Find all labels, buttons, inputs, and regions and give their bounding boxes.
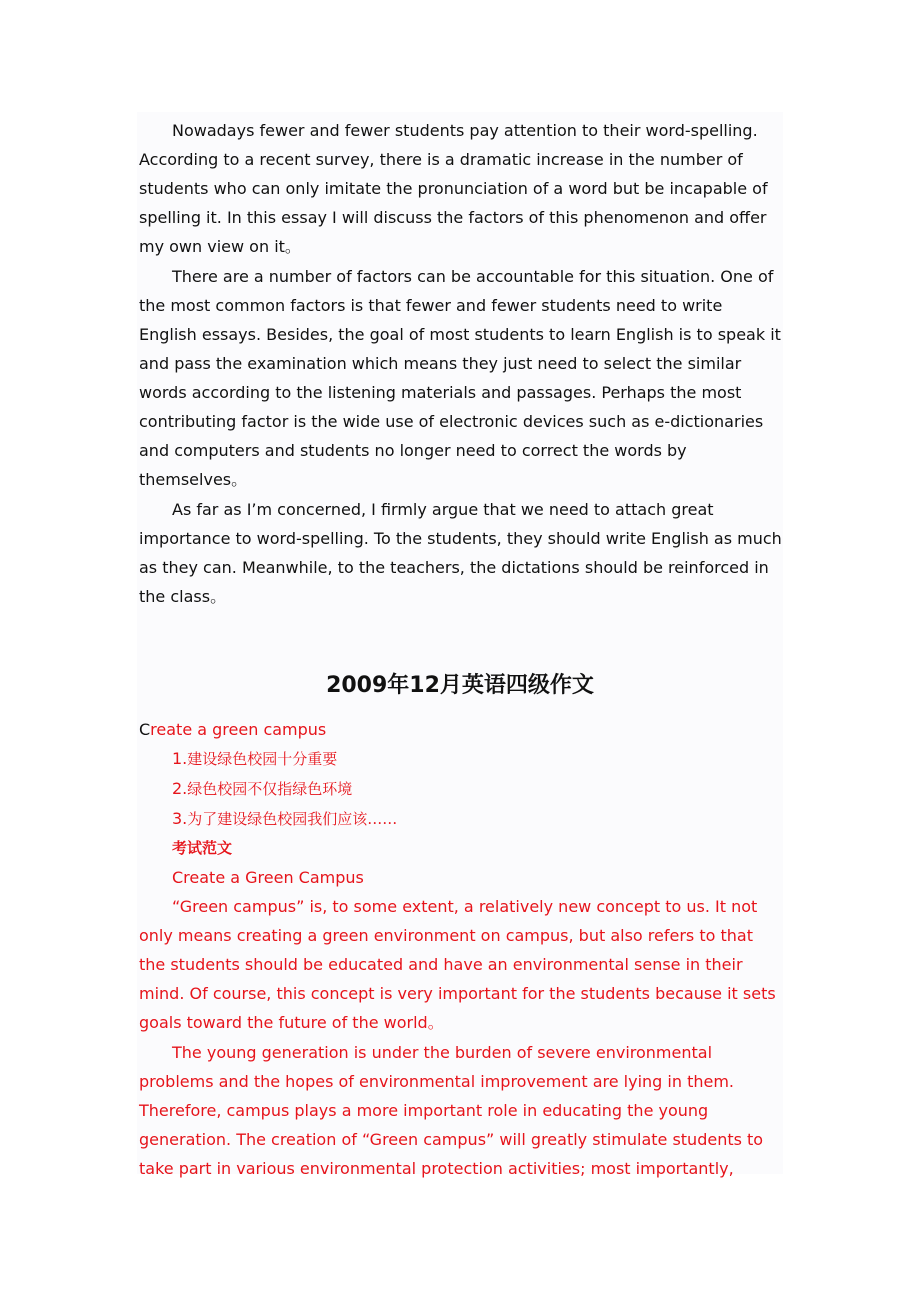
section-title: 2009年12月英语四级作文 [326, 673, 594, 698]
green-campus-section [139, 715, 784, 1183]
topic-text: reate a green campus [150, 720, 327, 739]
topic-first-letter: C [139, 720, 151, 739]
sample-paragraph-1: “Green campus” is, to some extent, a relatively new concept to us. It not only means creating a green environment on campus, but also refers to that the students should be educated and have an environmental sense in their mind. Of course, this concept is very important for the students because it sets goals toward the future of the world。 [139, 897, 776, 1032]
outline-text: 绿色校园不仅指绿色环境 [187, 780, 353, 798]
topic-line [139, 715, 784, 744]
outline-number: 3. [172, 809, 188, 828]
outline-text: 为了建设绿色校园我们应该…… [187, 810, 398, 828]
outline-item-1 [139, 744, 784, 774]
essay-paragraph-1: Nowadays fewer and fewer students pay attention to their word-spelling. According to a recent survey, there is a dramatic increase in the number of students who can only imitate the pronunciation of a word but be incapable of spelling it. In this essay I will discuss the factors of this phenomenon and offer my own view on it。 [139, 121, 768, 256]
sample-title: Create a Green Campus [172, 868, 364, 887]
outline-number: 1. [172, 749, 188, 768]
outline-item-2 [139, 774, 784, 804]
outline-item-3 [139, 804, 784, 834]
essay-paragraph-3: As far as I’m concerned, I firmly argue that we need to attach great importance to word-spelling. To the students, they should write English as much as they can. Meanwhile, to the teachers, the dictations should be reinforced in the class。 [139, 500, 782, 606]
essay-paragraph-2: There are a number of factors can be accountable for this situation. One of the most common factors is that fewer and fewer students need to write English essays. Besides, the goal of most students to learn English is to speak it and pass the examination which means they just need to select the similar words according to the listening materials and passages. Perhaps the most contributing factor is the wide use of electronic devices such as e-dictionaries and computers and students no longer need to correct the words by themselves。 [139, 267, 781, 489]
sample-label: 考试范文 [172, 839, 233, 857]
outline-number: 2. [172, 779, 188, 798]
sample-paragraph-2: The young generation is under the burden of severe environmental problems and the hopes of environmental improvement are lying in them. Therefore, campus plays a more important role in educating the young generation. The creation of “Green campus” will greatly stimulate students to take part in various environmental protection activities; most importantly, [139, 1043, 764, 1178]
essay-word-spelling [139, 116, 784, 611]
outline-text: 建设绿色校园十分重要 [187, 750, 338, 768]
